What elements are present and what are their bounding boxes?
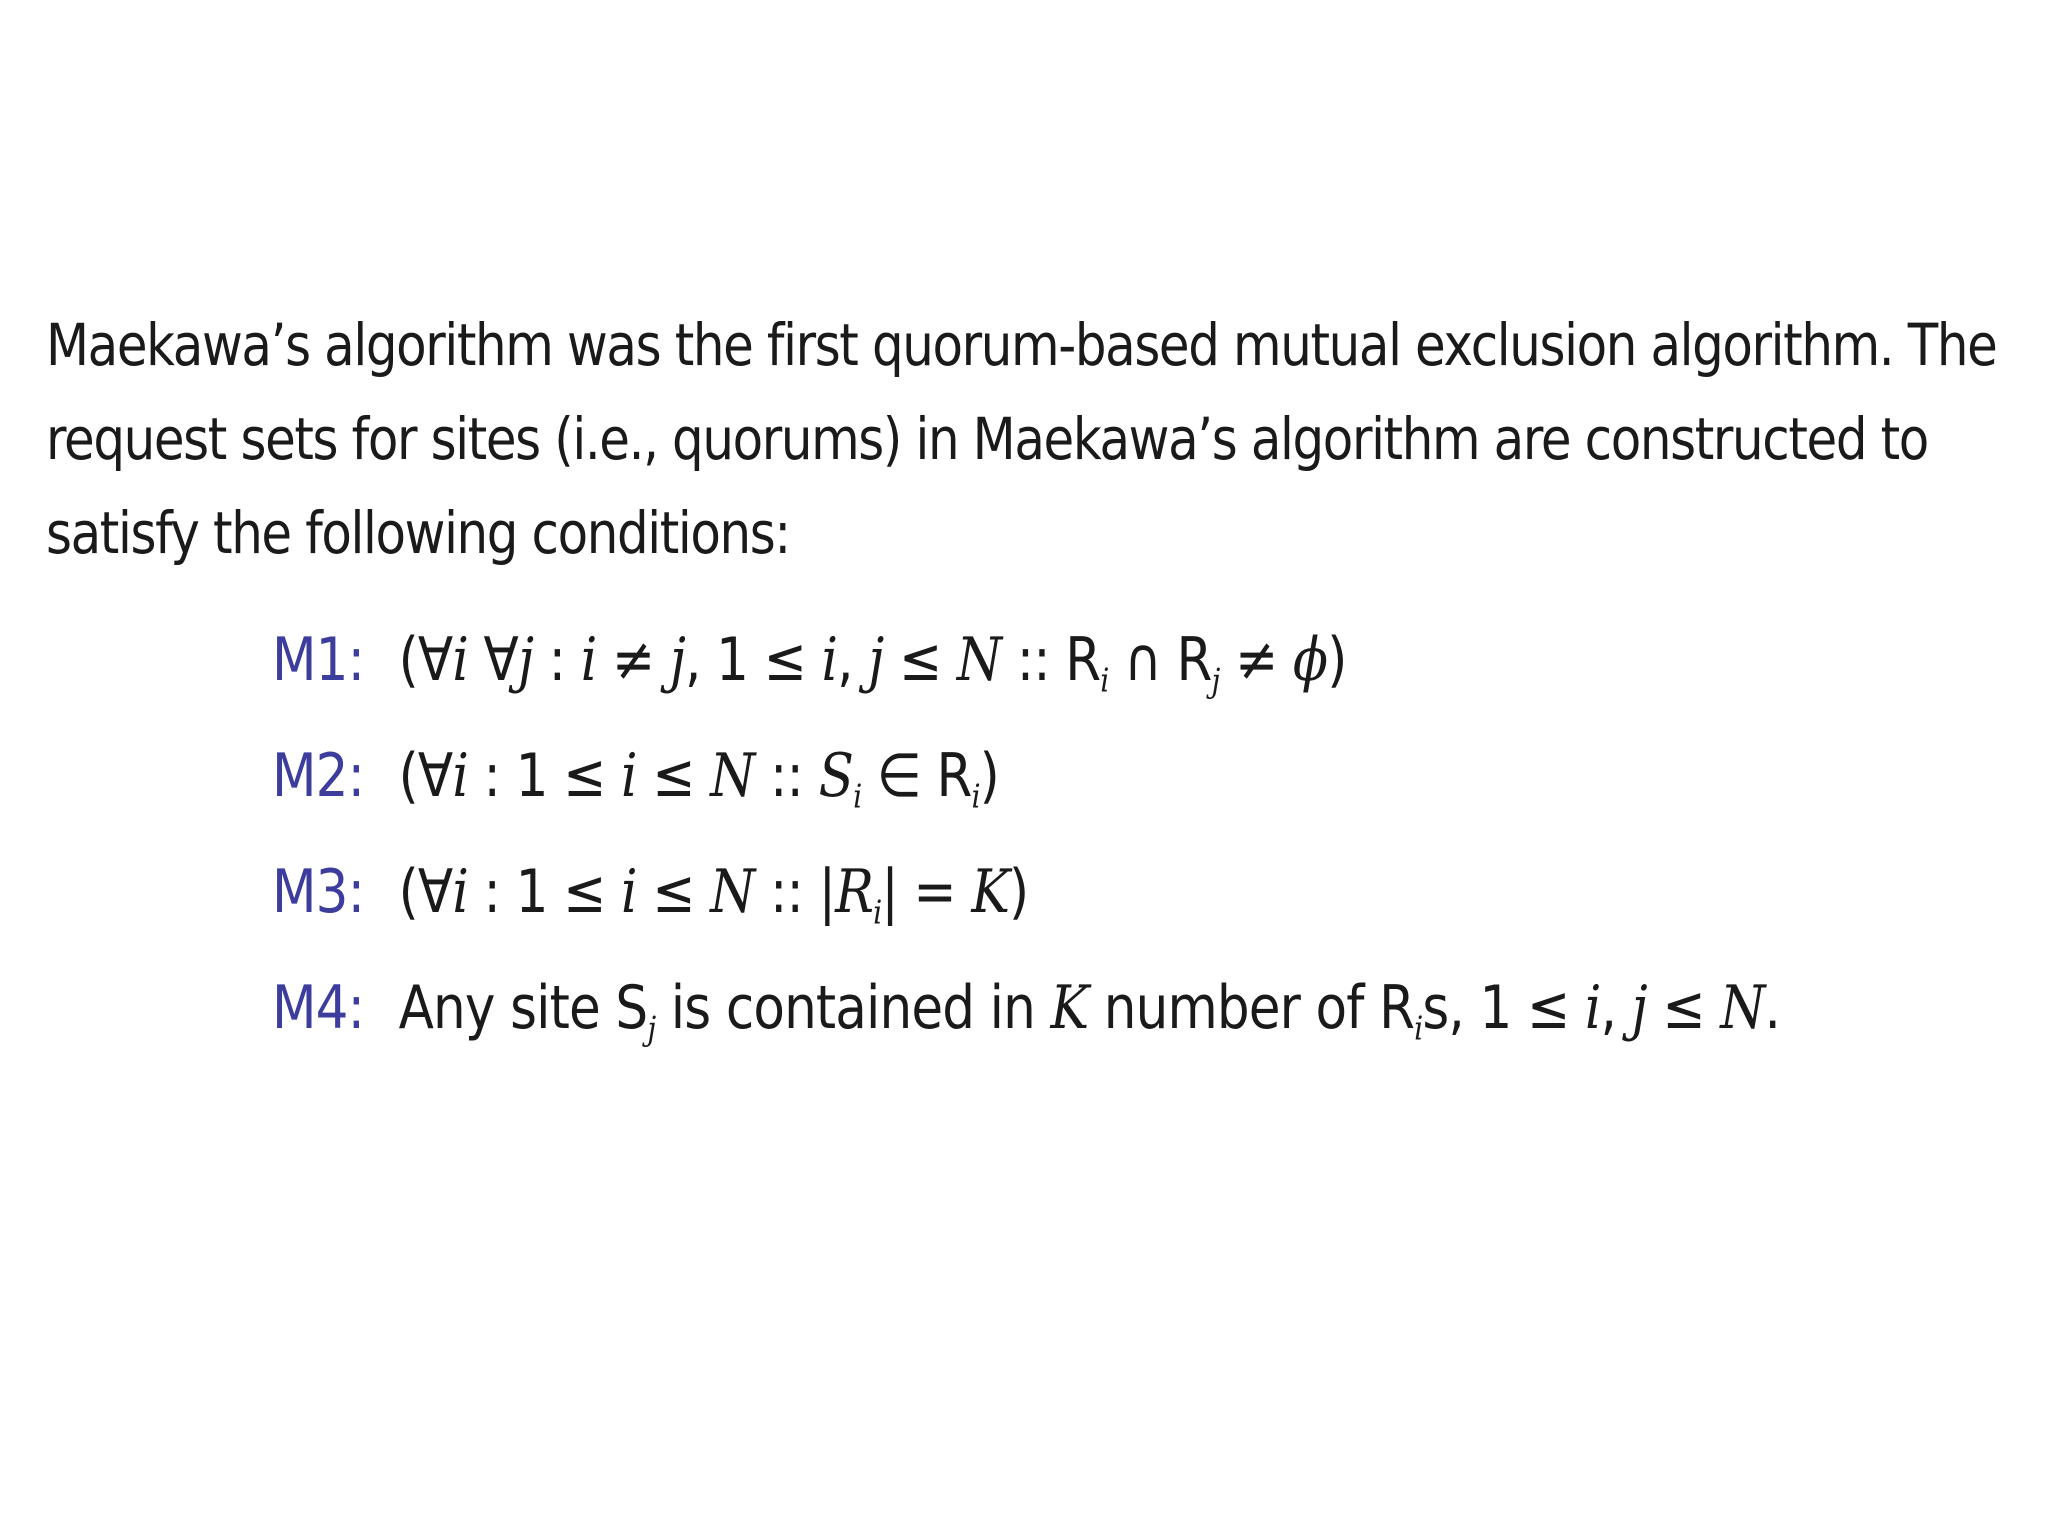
condition-formula: (∀i : 1 ≤ i ≤ N :: $S_i$ ∈ $R_i$) [398,741,999,816]
condition-formula: Any site $S_j$ is contained in K number of $R_is$, 1 ≤ i, j ≤ N. [398,973,1781,1048]
m4-text-b: is contained in [655,973,1051,1043]
condition-m4 [272,950,1781,1066]
conditions-list [272,602,1972,1066]
intro-line-2: request sets for sites (i.e., quorums) in Maekawa’s algorithm are constructed to [46,405,1928,473]
condition-label: M1: [272,625,365,695]
intro-line-3: satisfy the following conditions: [46,499,790,567]
intro-line-1: Maekawa’s algorithm was the first quorum-based mutual exclusion algorithm. The [46,311,1997,379]
condition-m1 [272,602,1734,718]
m4-text-a: Any site S [398,973,648,1043]
condition-formula: (∀i ∀j : i ≠ j, 1 ≤ i, j ≤ N :: $R_i$ ∩ $R_j \ne \phi$) [398,625,1347,700]
condition-label: M4: [272,973,365,1043]
condition-label: M3: [272,857,365,927]
intro-paragraph [46,298,1997,580]
condition-label: M2: [272,741,365,811]
m4-text-d: s, 1 ≤ [1422,973,1585,1043]
m4-text-c: number of R [1088,973,1415,1043]
condition-m3 [272,834,1734,950]
condition-formula: (∀i : 1 ≤ i ≤ N :: $|R_i| = K$) [398,857,1029,932]
condition-m2 [272,718,1734,834]
